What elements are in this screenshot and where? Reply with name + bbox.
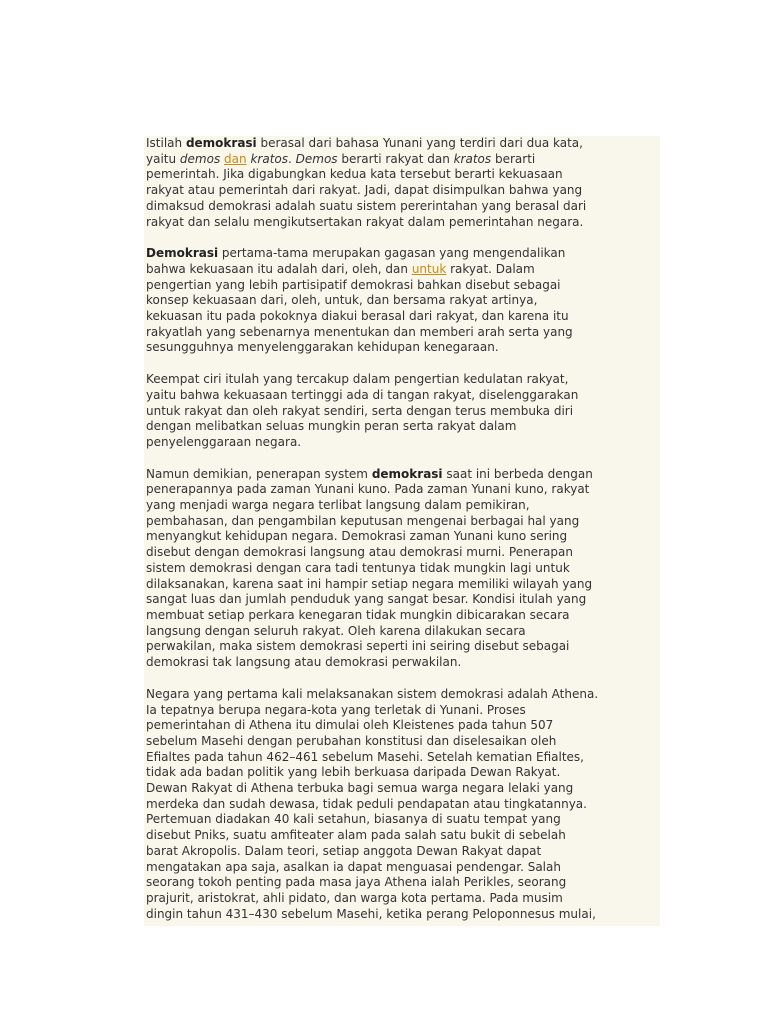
text-run: dimaksud demokrasi adalah suatu sistem pererintahan yang berasal dari bbox=[146, 198, 587, 213]
text-run: penerapannya pada zaman Yunani kuno. Pada zaman Yunani kuno, rakyat bbox=[146, 482, 590, 497]
text-run: kekuasan itu pada pokoknya diakui berasal dari rakyat, dan karena itu bbox=[146, 309, 569, 324]
text-run: yaitu bbox=[146, 151, 180, 166]
text-run: disebut dengan demokrasi langsung atau demokrasi murni. Penerapan bbox=[146, 545, 573, 560]
text-line bbox=[146, 325, 658, 341]
bold-term: demokrasi bbox=[185, 136, 257, 150]
text-line bbox=[146, 215, 658, 231]
italic-term: kratos bbox=[250, 151, 288, 166]
article-paragraph bbox=[144, 372, 660, 451]
text-run: berarti bbox=[491, 151, 536, 166]
text-run: rakyat atau pemerintah dari rakyat. Jadi, dapat disimpulkan bahwa yang bbox=[146, 183, 583, 198]
text-run: disebut Pniks, suatu amfiteater alam pada salah satu bukit di sebelah bbox=[146, 828, 566, 843]
text-line bbox=[146, 136, 658, 152]
text-line bbox=[146, 875, 658, 891]
text-run: rakyatlah yang sebenarnya menentukan dan memberi arah serta yang bbox=[146, 324, 573, 339]
text-run: konsep kekuasaan dari, oleh, untuk, dan bersama rakyat artinya, bbox=[146, 293, 538, 308]
text-run: Ia tepatnya berupa negara-kota yang terletak di Yunani. Proses bbox=[146, 702, 526, 717]
text-run: sangat luas dan jumlah penduduk yang sangat besar. Kondisi itulah yang bbox=[146, 592, 587, 607]
text-run: dilaksanakan, karena saat ini hampir setiap negara memiliki wilayah yang bbox=[146, 576, 593, 591]
text-line bbox=[146, 781, 658, 797]
text-run: Dewan Rakyat di Athena terbuka bagi semua warga negara lelaki yang bbox=[146, 781, 574, 796]
text-line bbox=[146, 372, 658, 388]
text-line bbox=[146, 561, 658, 577]
text-line bbox=[146, 734, 658, 750]
text-run: dingin tahun 431–430 sebelum Masehi, ketika perang Peloponnesus mulai, bbox=[146, 906, 596, 921]
text-line bbox=[146, 246, 658, 262]
text-run: langsung dengan seluruh rakyat. Oleh karena dilakukan secara bbox=[146, 623, 526, 638]
text-line bbox=[146, 639, 658, 655]
text-run: Namun demikian, penerapan system bbox=[146, 466, 372, 481]
text-run: Negara yang pertama kali melaksanakan sistem demokrasi adalah Athena. bbox=[146, 686, 599, 701]
text-line bbox=[146, 340, 658, 356]
text-line bbox=[146, 812, 658, 828]
text-line bbox=[146, 309, 658, 325]
article-paragraph bbox=[144, 136, 660, 230]
text-line bbox=[146, 608, 658, 624]
italic-term: demos bbox=[179, 151, 221, 166]
text-run: pemerintahan di Athena itu dimulai oleh Kleistenes pada tahun 507 bbox=[146, 718, 554, 733]
text-run: saat ini berbeda dengan bbox=[442, 466, 593, 481]
text-run: berasal dari bahasa Yunani yang terdiri dari dua kata, bbox=[256, 136, 583, 150]
text-line bbox=[146, 797, 658, 813]
article-paragraph bbox=[144, 246, 660, 356]
text-run: pemerintah. Jika digabungkan kedua kata tersebut berarti kekuasaan bbox=[146, 167, 563, 182]
text-line bbox=[146, 907, 658, 923]
text-line bbox=[146, 624, 658, 640]
text-run: pembahasan, dan pengambilan keputusan mengenai berbagai hal yang bbox=[146, 513, 580, 528]
text-run: bahwa kekuasaan itu adalah dari, oleh, dan bbox=[146, 261, 412, 276]
text-line bbox=[146, 592, 658, 608]
inline-link[interactable]: untuk bbox=[411, 261, 447, 276]
text-line bbox=[146, 435, 658, 451]
text-run: perwakilan, maka sistem demokrasi seperti ini seiring disebut sebagai bbox=[146, 639, 570, 654]
text-run: tidak ada badan politik yang lebih berkuasa daripada Dewan Rakyat. bbox=[146, 765, 561, 780]
text-line bbox=[146, 262, 658, 278]
text-run: . bbox=[288, 151, 296, 166]
bold-term: demokrasi bbox=[371, 466, 443, 481]
text-line bbox=[146, 577, 658, 593]
text-line bbox=[146, 514, 658, 530]
text-line bbox=[146, 718, 658, 734]
text-line bbox=[146, 293, 658, 309]
text-run: penyelenggaraan negara. bbox=[146, 434, 302, 449]
article-body bbox=[144, 136, 660, 926]
text-run: mengatakan apa saja, asalkan ia dapat menguasai pendengar. Salah bbox=[146, 859, 561, 874]
text-run: Pertemuan diadakan 40 kali setahun, biasanya di suatu tempat yang bbox=[146, 812, 561, 827]
text-run: Keempat ciri itulah yang tercakup dalam pengertian kedulatan rakyat, bbox=[146, 372, 569, 387]
text-run: barat Akropolis. Dalam teori, setiap anggota Dewan Rakyat dapat bbox=[146, 843, 542, 858]
text-run: menyangkut kehidupan negara. Demokrasi zaman Yunani kuno sering bbox=[146, 529, 568, 544]
text-line bbox=[146, 482, 658, 498]
text-line bbox=[146, 545, 658, 561]
text-run: berarti rakyat dan bbox=[337, 151, 454, 166]
text-run: untuk rakyat dan oleh rakyat sendiri, serta dengan terus membuka diri bbox=[146, 403, 574, 418]
italic-term: kratos bbox=[453, 151, 492, 166]
text-run: pertama-tama merupakan gagasan yang mengendalikan bbox=[218, 246, 566, 261]
text-run: Istilah bbox=[146, 136, 186, 150]
text-run: Efialtes pada tahun 462–461 sebelum Masehi. Setelah kematian Efialtes, bbox=[146, 749, 584, 764]
text-line bbox=[146, 404, 658, 420]
text-line bbox=[146, 765, 658, 781]
text-line bbox=[146, 860, 658, 876]
text-run: pengertian yang lebih partisipatif demokrasi bahkan disebut sebagai bbox=[146, 277, 561, 292]
text-line bbox=[146, 278, 658, 294]
article-paragraph bbox=[144, 467, 660, 671]
article-paragraph bbox=[144, 687, 660, 923]
text-run: dengan melibatkan seluas mungkin peran serta rakyat dalam bbox=[146, 419, 517, 434]
text-run: yang menjadi warga negara terlibat langsung dalam pemikiran, bbox=[146, 498, 530, 513]
text-line bbox=[146, 703, 658, 719]
text-line bbox=[146, 467, 658, 483]
text-run: sebelum Masehi dengan perubahan konstitusi dan diselesaikan oleh bbox=[146, 733, 557, 748]
inline-link[interactable]: dan bbox=[224, 151, 247, 166]
text-run: yaitu bahwa kekuasaan tertinggi ada di tangan rakyat, diselenggarakan bbox=[146, 387, 579, 402]
text-line bbox=[146, 183, 658, 199]
text-line bbox=[146, 388, 658, 404]
text-line bbox=[146, 828, 658, 844]
text-run: membuat setiap perkara kenegaran tidak mungkin dibicarakan secara bbox=[146, 607, 570, 622]
text-line bbox=[146, 529, 658, 545]
text-line bbox=[146, 498, 658, 514]
text-run: rakyat dan selalu mengikutsertakan rakyat dalam pemerintahan negara. bbox=[146, 214, 584, 229]
text-run: rakyat. Dalam bbox=[446, 261, 535, 276]
text-run: sistem demokrasi dengan cara tadi tentunya tidak mungkin lagi untuk bbox=[146, 560, 570, 575]
text-run: sesungguhnya menyelenggarakan kehidupan kenegaraan. bbox=[146, 340, 499, 355]
bold-term: Demokrasi bbox=[146, 246, 219, 261]
italic-term: Demos bbox=[295, 151, 338, 166]
text-line bbox=[146, 152, 658, 168]
text-line bbox=[146, 199, 658, 215]
text-line bbox=[146, 655, 658, 671]
text-run: merdeka dan sudah dewasa, tidak peduli pendapatan atau tingkatannya. bbox=[146, 796, 587, 811]
text-line bbox=[146, 891, 658, 907]
text-run: seorang tokoh penting pada masa jaya Athena ialah Perikles, seorang bbox=[146, 875, 567, 890]
text-line bbox=[146, 167, 658, 183]
text-line bbox=[146, 844, 658, 860]
text-run: prajurit, aristokrat, ahli pidato, dan warga kota pertama. Pada musim bbox=[146, 890, 563, 905]
text-line bbox=[146, 419, 658, 435]
text-line bbox=[146, 687, 658, 703]
text-run: demokrasi tak langsung atau demokrasi perwakilan. bbox=[146, 655, 462, 670]
text-line bbox=[146, 750, 658, 766]
